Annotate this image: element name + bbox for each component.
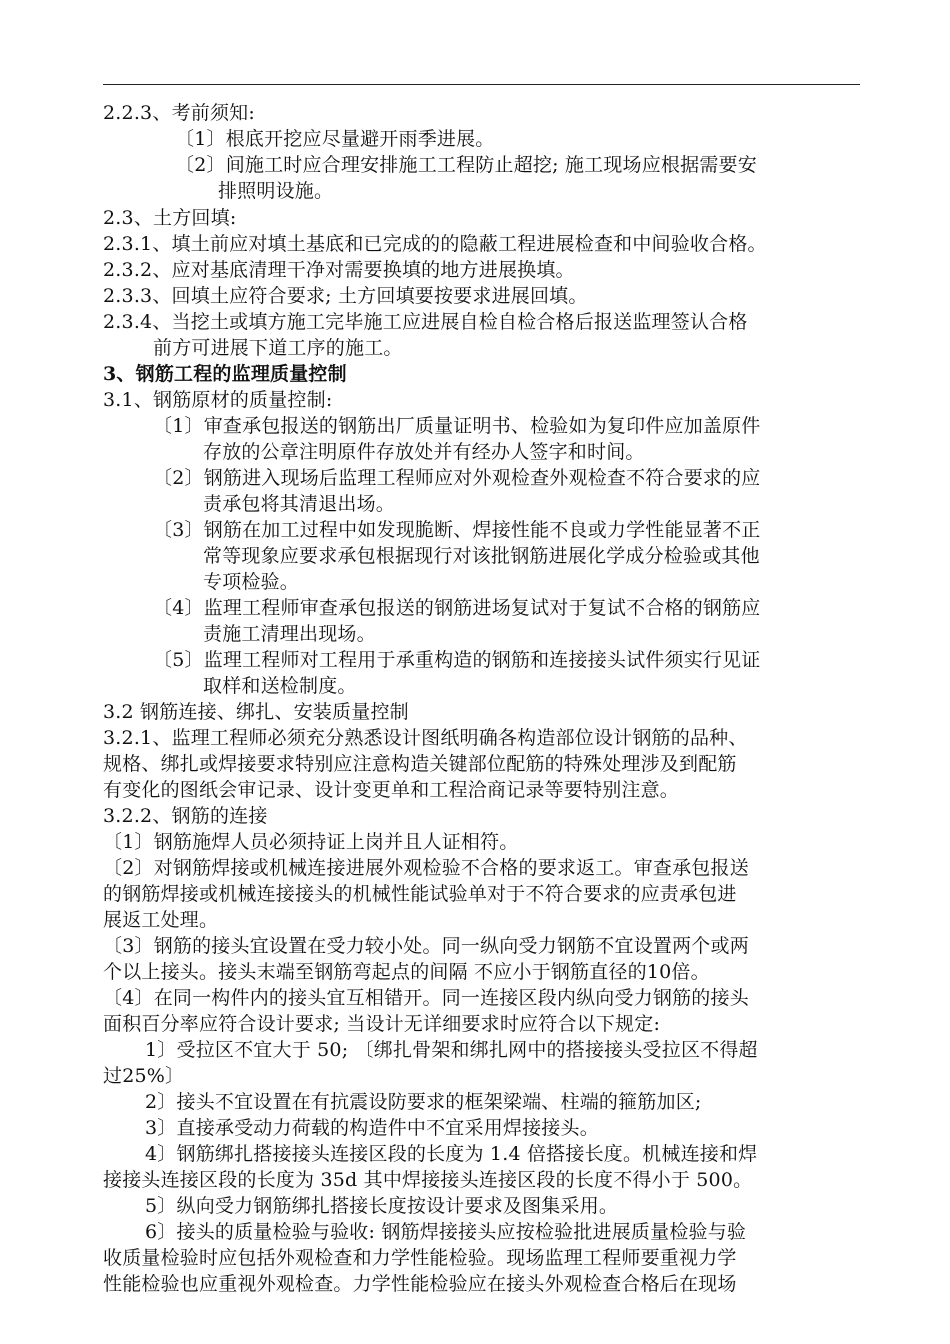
list-item-continuation: 专项检验。 (203, 571, 300, 593)
paragraph-line: 2.3.4、当挖土或填方施工完毕施工应进展自检自检合格后报送监理签认合格 (103, 311, 748, 333)
list-item-continuation: 责施工清理出现场。 (203, 623, 376, 645)
section-2-2-3-heading: 2.2.3、考前须知: (103, 102, 255, 124)
list-item: 〔1〕审查承包报送的钢筋出厂质量证明书、检验如为复印件应加盖原件 (153, 415, 761, 437)
paragraph-line: 4〕钢筋绑扎搭接接头连接区段的长度为 1.4 倍搭接长度。机械连接和焊 (145, 1143, 758, 1165)
list-item-continuation: 存放的公章注明原件存放处并有经办人签字和时间。 (203, 441, 645, 463)
list-item: 〔2〕间施工时应合理安排施工工程防止超挖; 施工现场应根据需要安 (175, 154, 757, 176)
list-item-continuation: 排照明设施。 (218, 180, 334, 202)
paragraph-line: 2.3.2、应对基底清理干净对需要换填的地方进展换填。 (103, 259, 575, 281)
paragraph-line: 3.2.1、监理工程师必须充分熟悉设计图纸明确各构造部位设计钢筋的品种、 (103, 727, 748, 749)
paragraph-line: 5〕纵向受力钢筋绑扎搭接长度按设计要求及图集采用。 (145, 1195, 619, 1217)
paragraph-line: 的钢筋焊接或机械连接接头的机械性能试验单对于不符合要求的应责承包进 (103, 883, 737, 905)
list-item: 〔4〕监理工程师审查承包报送的钢筋进场复试对于复试不合格的钢筋应 (153, 597, 761, 619)
paragraph-line: 〔4〕在同一构件内的接头宜互相错开。同一连接区段内纵向受力钢筋的接头 (103, 987, 749, 1009)
header-rule (103, 84, 860, 85)
section-3-2-2-heading: 3.2.2、钢筋的连接 (103, 805, 268, 827)
paragraph-line: 性能检验也应重视外观检查。力学性能检验应在接头外观检查合格后在现场 (103, 1273, 737, 1295)
paragraph-line: 接接头连接区段的长度为 35d 其中焊接接头连接区段的长度不得小于 500。 (103, 1169, 753, 1191)
list-item-continuation: 责承包将其清退出场。 (203, 493, 396, 515)
paragraph-line: 有变化的图纸会审记录、设计变更单和工程洽商记录等要特别注意。 (103, 779, 680, 801)
list-item: 〔1〕根底开挖应尽量避开雨季进展。 (175, 128, 495, 150)
list-item-continuation: 取样和送检制度。 (203, 675, 357, 697)
section-2-3-heading: 2.3、土方回填: (103, 207, 237, 229)
paragraph-line: 展返工处理。 (103, 909, 219, 931)
list-item: 〔3〕钢筋在加工过程中如发现脆断、焊接性能不良或力学性能显著不正 (153, 519, 761, 541)
list-item: 〔5〕监理工程师对工程用于承重构造的钢筋和连接接头试件须实行见证 (153, 649, 761, 671)
paragraph-line: 收质量检验时应包括外观检查和力学性能检验。现场监理工程师要重视力学 (103, 1247, 737, 1269)
paragraph-line: 〔3〕钢筋的接头宜设置在受力较小处。同一纵向受力钢筋不宜设置两个或两 (103, 935, 749, 957)
paragraph-line: 2〕接头不宜设置在有抗震设防要求的框架梁端、柱端的箍筋加区; (145, 1091, 702, 1113)
paragraph-line: 2.3.3、回填土应符合要求; 土方回填要按要求进展回填。 (103, 285, 588, 307)
paragraph-line: 面积百分率应符合设计要求; 当设计无详细要求时应符合以下规定: (103, 1013, 661, 1035)
paragraph-line: 6〕接头的质量检验与验收: 钢筋焊接接头应按检验批进展质量检验与验 (145, 1221, 747, 1243)
paragraph-line: 2.3.1、填土前应对填土基底和已完成的的隐蔽工程进展检查和中间验收合格。 (103, 233, 767, 255)
paragraph-continuation: 前方可进展下道工序的施工。 (153, 337, 403, 359)
section-3-2-heading: 3.2 钢筋连接、绑扎、安装质量控制 (103, 701, 409, 723)
paragraph-line: 过25%〕 (103, 1065, 185, 1087)
paragraph-line: 〔1〕钢筋施焊人员必须持证上岗并且人证相符。 (103, 831, 519, 853)
paragraph-line: 〔2〕对钢筋焊接或机械连接进展外观检验不合格的要求返工。审查承包报送 (103, 857, 749, 879)
paragraph-line: 个以上接头。接头末端至钢筋弯起点的间隔 不应小于钢筋直径的10倍。 (103, 961, 710, 983)
list-item-continuation: 常等现象应要求承包根据现行对该批钢筋进展化学成分检验或其他 (203, 545, 760, 567)
paragraph-line: 规格、绑扎或焊接要求特别应注意构造关键部位配筋的特殊处理涉及到配筋 (103, 753, 737, 775)
section-3-1-heading: 3.1、钢筋原材的质量控制: (103, 389, 333, 411)
list-item: 〔2〕钢筋进入现场后监理工程师应对外观检查外观检查不符合要求的应 (153, 467, 761, 489)
section-3-heading: 3、钢筋工程的监理质量控制 (103, 363, 347, 385)
paragraph-line: 1〕受拉区不宜大于 50; 〔绑扎骨架和绑扎网中的搭接接头受拉区不得超 (145, 1039, 758, 1061)
paragraph-line: 3〕直接承受动力荷载的构造件中不宜采用焊接接头。 (145, 1117, 599, 1139)
